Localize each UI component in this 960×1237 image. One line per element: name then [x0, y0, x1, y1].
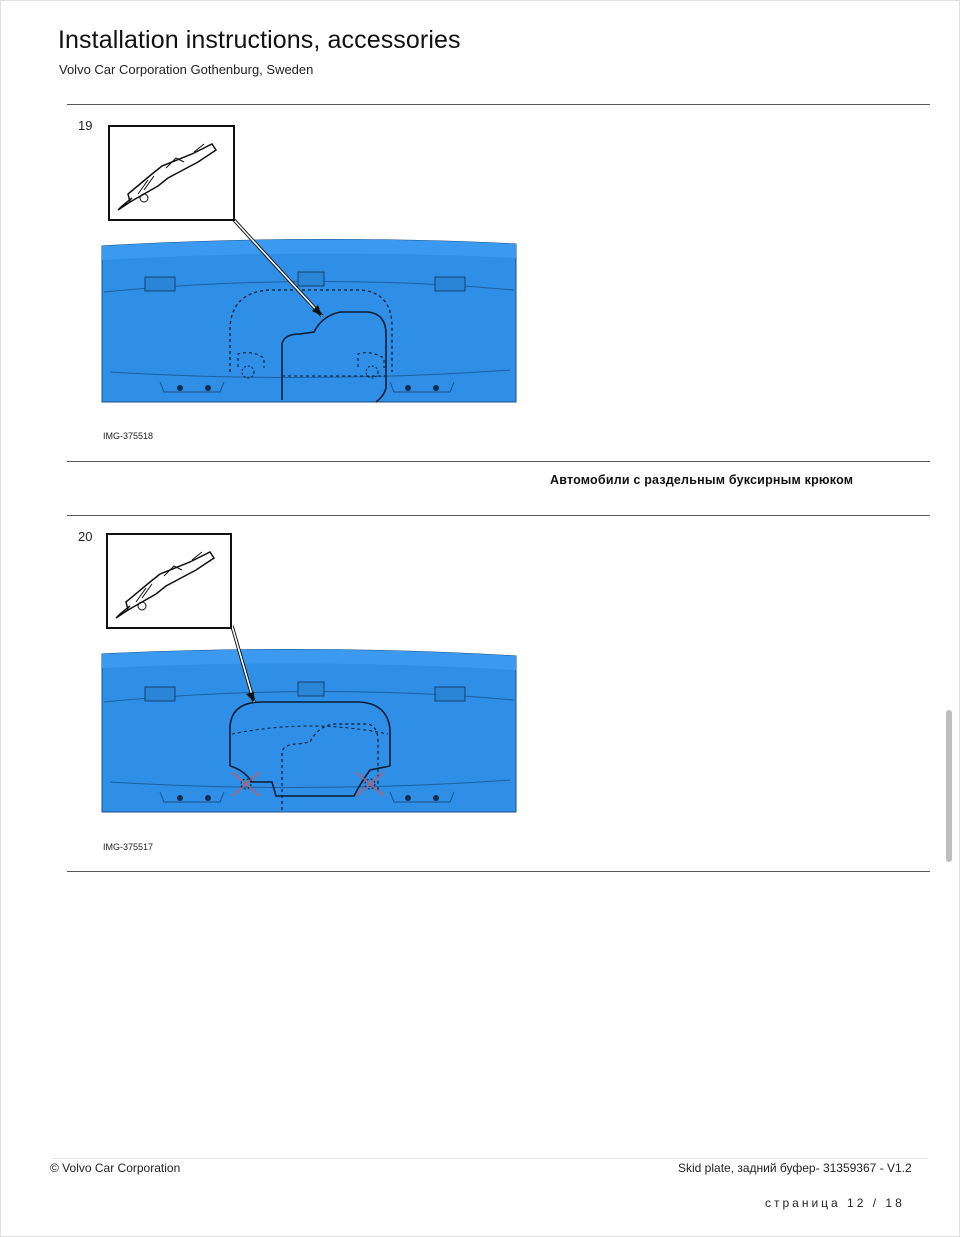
divider — [67, 104, 930, 105]
step-number: 19 — [78, 118, 93, 133]
document-title: Installation instructions, accessories — [58, 26, 461, 54]
page-number: страница 12 / 18 — [765, 1196, 905, 1210]
reciprocating-saw-icon — [107, 534, 231, 628]
document-subtitle: Volvo Car Corporation Gothenburg, Sweden — [59, 62, 314, 77]
reciprocating-saw-icon — [109, 126, 234, 220]
footer-document-id: Skid plate, задний буфер- 31359367 - V1.2 — [678, 1161, 912, 1175]
step-20-illustration — [100, 530, 520, 816]
section-heading: Автомобили с раздельным буксирным крюком — [550, 473, 854, 487]
rear-bumper-drawing — [102, 649, 516, 812]
image-id-label: IMG-375518 — [103, 431, 154, 441]
divider — [67, 515, 930, 516]
image-id-label: IMG-375517 — [103, 842, 154, 852]
divider — [67, 461, 930, 462]
footer-divider — [52, 1158, 928, 1159]
rear-bumper-drawing — [102, 239, 516, 402]
scrollbar-thumb[interactable] — [946, 710, 952, 862]
step-19-illustration — [100, 122, 520, 406]
step-number: 20 — [78, 529, 93, 544]
footer-copyright: © Volvo Car Corporation — [50, 1161, 181, 1175]
divider — [67, 871, 930, 872]
